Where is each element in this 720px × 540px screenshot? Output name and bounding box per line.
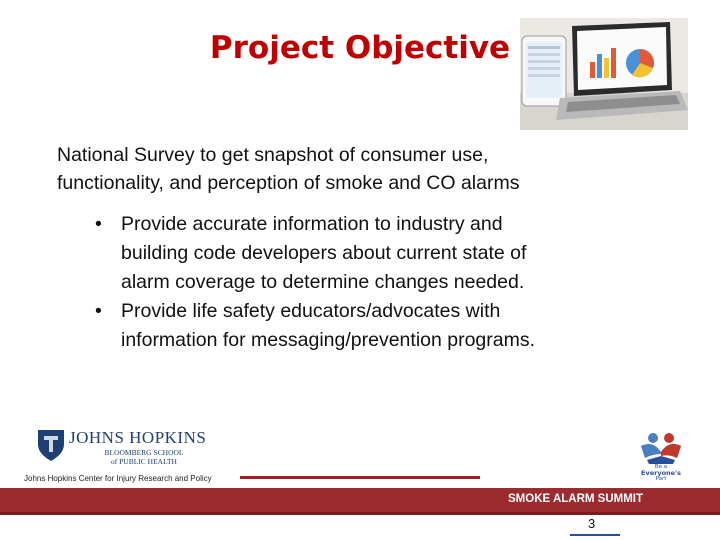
johns-hopkins-logo (36, 428, 236, 470)
partner-logo-line: Be a (654, 464, 668, 470)
logo-school-line: of PUBLIC HEALTH (111, 457, 177, 466)
footer-bar-shadow (0, 512, 720, 515)
page-number-underline (570, 534, 620, 536)
logo-school-line: BLOOMBERG SCHOOL (104, 448, 184, 457)
page-number: 3 (588, 516, 596, 531)
slide-title: Project Objective (209, 30, 511, 66)
shield-icon (36, 428, 66, 462)
footer-divider (240, 476, 480, 479)
logo-school (84, 448, 204, 466)
bullet-item (95, 210, 655, 297)
partner-logo-text (633, 464, 689, 482)
logo-name: JOHNS HOPKINS (69, 428, 207, 447)
bullet-line: building code developers about current state of (121, 242, 527, 264)
laptop-tablet-charts-photo (520, 18, 688, 130)
bullet-line: alarm coverage to determine changes needed. (121, 271, 525, 293)
event-name: SMOKE ALARM SUMMIT (508, 493, 644, 505)
everyones-part-logo (633, 430, 689, 486)
bullet-line: information for messaging/prevention programs. (121, 329, 536, 351)
intro-paragraph (57, 141, 657, 197)
bullet-line: Provide accurate information to industry and (121, 213, 503, 235)
intro-line: National Survey to get snapshot of consumer use, (57, 144, 489, 166)
partner-logo-line: Part (655, 476, 667, 482)
bullet-dot: • (95, 300, 102, 322)
bullet-dot: • (95, 213, 102, 235)
intro-line: functionality, and perception of smoke and CO alarms (57, 172, 520, 194)
bullet-line: Provide life safety educators/advocates with (121, 300, 501, 322)
bullet-list (95, 210, 655, 355)
bullet-item (95, 297, 655, 355)
center-name: Johns Hopkins Center for Injury Research and Policy (24, 474, 212, 483)
partner-logo-line: Everyone's (641, 469, 681, 477)
